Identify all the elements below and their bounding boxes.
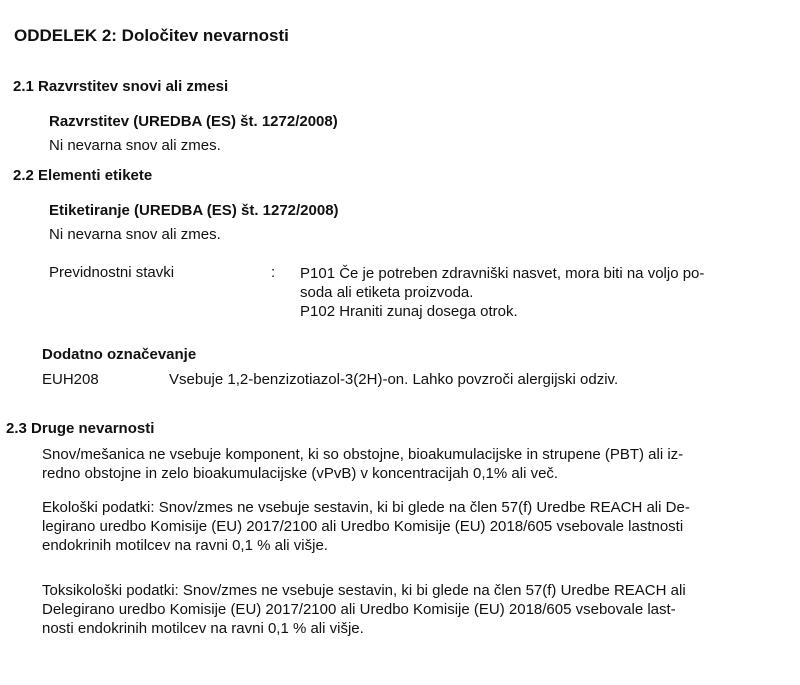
heading-2-1: 2.1 Razvrstitev snovi ali zmesi xyxy=(13,78,229,95)
toxicological-paragraph xyxy=(42,581,686,638)
subheading-labelling: Etiketiranje (UREDBA (ES) št. 1272/2008) xyxy=(49,202,339,219)
euh-text: Vsebuje 1,2-benzizotiazol-3(2H)-on. Lahko povzroči alergijski odziv. xyxy=(169,371,619,388)
additional-labelling-heading: Dodatno označevanje xyxy=(42,346,197,363)
precautionary-label: Previdnostni stavki xyxy=(49,264,175,281)
precautionary-line: soda ali etiketa proizvoda. xyxy=(300,284,474,301)
paragraph-line: Delegirano uredbo Komisije (EU) 2017/2100 ali Uredbo Komisije (EU) 2018/605 vsebovale last- xyxy=(42,601,676,618)
other-hazards-paragraph xyxy=(42,445,683,483)
paragraph-line: redno obstojne in zelo bioakumulacijske (vPvB) v koncentracijah 0,1% ali več. xyxy=(42,465,559,482)
paragraph-line: legirano uredbo Komisije (EU) 2017/2100 ali Uredbo Komisije (EU) 2018/605 vsebovale lastnosti xyxy=(42,518,684,535)
heading-2-2: 2.2 Elementi etikete xyxy=(13,167,153,184)
precautionary-colon: : xyxy=(271,264,276,281)
subheading-classification: Razvrstitev (UREDBA (ES) št. 1272/2008) xyxy=(49,113,338,130)
paragraph-line: Snov/mešanica ne vsebuje komponent, ki so obstojne, bioakumulacijske in strupene (PBT) ali iz- xyxy=(42,446,684,463)
paragraph-line: Ekološki podatki: Snov/zmes ne vsebuje sestavin, ki bi glede na člen 57(f) Uredbe REACH ali De- xyxy=(42,499,690,516)
paragraph-line: Toksikološki podatki: Snov/zmes ne vsebuje sestavin, ki bi glede na člen 57(f) Uredbe REACH ali xyxy=(42,582,686,599)
heading-2-3: 2.3 Druge nevarnosti xyxy=(6,420,155,437)
precautionary-statements xyxy=(300,264,704,321)
section-title: ODDELEK 2: Določitev nevarnosti xyxy=(14,26,289,45)
paragraph-line: nosti endokrinih motilcev na ravni 0,1 % ali višje. xyxy=(42,620,364,637)
ecological-paragraph xyxy=(42,498,690,555)
precautionary-line: P102 Hraniti zunaj dosega otrok. xyxy=(300,303,518,320)
euh-code: EUH208 xyxy=(42,371,99,388)
precautionary-line: P101 Če je potreben zdravniški nasvet, mora biti na voljo po- xyxy=(300,265,705,282)
paragraph-line: endokrinih motilcev na ravni 0,1 % ali višje. xyxy=(42,537,328,554)
classification-text: Ni nevarna snov ali zmes. xyxy=(49,137,221,154)
labelling-text: Ni nevarna snov ali zmes. xyxy=(49,226,221,243)
